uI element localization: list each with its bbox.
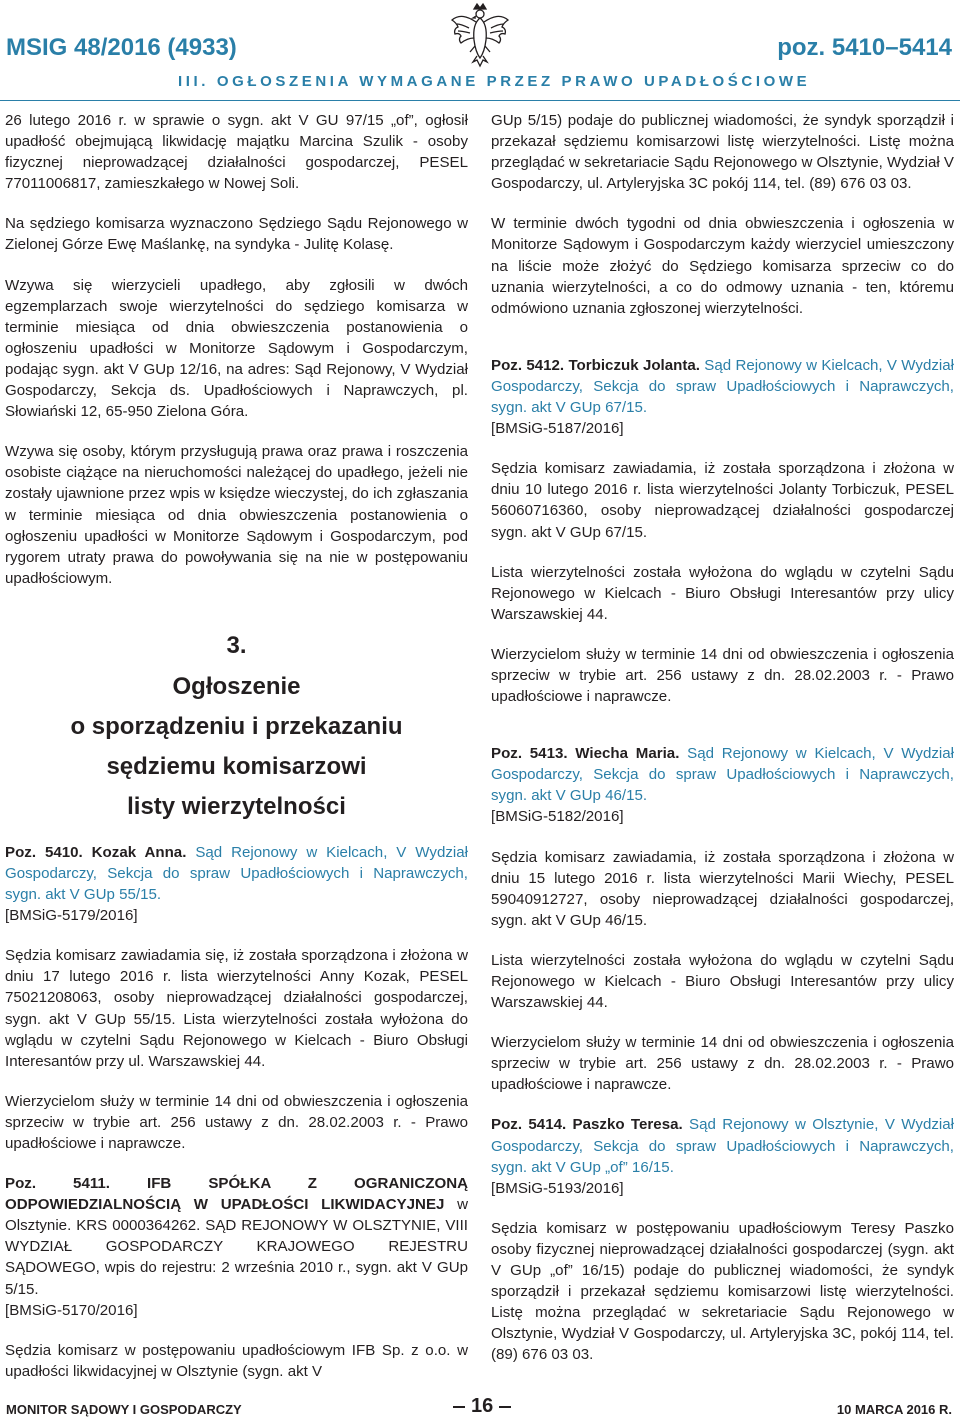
positions-range: poz. 5410–5414 [777,34,952,61]
section-heading [5,631,468,827]
notice-position: Poz. 5412. Torbiczuk Jolanta. [491,356,700,374]
court-name: w Olsztynie. KRS 0000364262. SĄD REJONOWY W OLSZTYNIE, VIII WYDZIAŁ GOSPODARCZY KRAJOWEGO REJESTRU SĄDOWEGO, wpis do rejestru: 2 września 2010 r., sygn. akt V GUp 5/15. [5,1196,468,1298]
paragraph: 26 lutego 2016 r. w sprawie o sygn. akt V GU 97/15 „of”, ogłosił upadłość obejmującą likwidację majątku Marcina Szulik - osoby fizycznej nieprowadzącej działalności gospodarczej, PESEL 77011006817, zamieszkałego w Nowej Soli. [5,112,468,193]
page-number-value: 16 [471,1395,494,1417]
publication-name: MONITOR SĄDOWY I GOSPODARCZY [6,1402,242,1417]
paragraph: Lista wierzytelności została wyłożona do wglądu w czytelni Sądu Rejonowego w Kielcach - Biuro Obsługi Interesantów przy ulicy Warszawskiej 44. [491,951,954,1012]
notice-5410 [5,842,468,926]
paragraph: Wierzycielom służy w terminie 14 dni od obwieszczenia i ogłoszenia sprzeciw w trybie art. 256 ustawy z dn. 28.02.2003 r. - Prawo upadłościowe i naprawcze. [5,1092,468,1152]
publication-date: 10 MARCA 2016 R. [836,1402,952,1417]
dash-right [499,1406,511,1408]
reference-number: [BMSiG-5182/2016] [491,808,624,826]
paragraph: Sędzia komisarz zawiadamia, iż została sporządzona i złożona w dniu 15 lutego 2016 r. lista wierzytelności Marii Wiechy, PESEL 59040912727, osoby nieprowadzącej działalności gospodarczej, sygn. akt V GUp 46/15. [491,848,954,929]
header-divider [0,100,960,101]
heading-line: listy wierzytelności [127,792,346,820]
left-column [5,110,468,1401]
paragraph: Sędzia komisarz zawiadamia się, iż została sporządzona i złożona w dniu 17 lutego 2016 r. lista wierzytelności Anny Kozak, PESEL 75021208063, osoby nieprowadzącej działalności gospodarczej, sygn. akt V GUp 55/15. Lista wierzytelności została wyłożona do wglądu w czytelni Sądu Rejonowego w Kielcach - Biuro Obsługi Interesantów przy ul. Warszawskiej 44. [5,947,468,1070]
dash-left [453,1406,465,1408]
court-name: Sąd Rejonowy w Kielcach, V Wydział Gospodarczy, Sekcja do spraw Upadłościowych i Naprawczych, sygn. akt V GUp 46/15. [491,745,954,805]
right-column [491,110,954,1385]
notice-position: Poz. 5411. IFB SPÓŁKA Z OGRANICZONĄ ODPOWIEDZIALNOŚCIĄ W UPADŁOŚCI LIKWIDACYJNEJ [5,1175,468,1214]
paragraph: Wzywa się osoby, którym przysługują prawa oraz prawa i roszczenia osobiste ciążące na nieruchomości należącej do upadłego, jeżeli nie zostały ujawnione przez wpis w księdze wieczystej, do ich zgłaszania w terminie miesiąca od dnia obwieszczenia postanowienia o ogłoszeniu upadłości w Monitorze Sądowym i Gospodarczym, pod rygorem utraty prawa do powoływania się na nie w postępowaniu upadłościowym. [5,443,468,587]
paragraph: W terminie dwóch tygodni od dnia obwieszczenia i ogłoszenia w Monitorze Sądowym i Gospodarczym każdy wierzyciel umieszczony na liście może złożyć do Sędziego komisarza sprzeciw co do uznania wierzytelności, a co do odmowy uznania - ten, któremu odmówiono uznania zgłoszonej wierzytelności. [491,215,954,317]
paragraph: Wzywa się wierzycieli upadłego, aby zgłosili w dwóch egzemplarzach swoje wierzytelności do sędziego komisarza w terminie miesiąca od dnia obwieszczenia postanowienia o ogłoszeniu upadłości w Monitorze Sądowym i Gospodarczym, podając sygn. akt V GUp 12/16, na adres: Sąd Rejonowy, V Wydział Gospodarczy, Sekcja ds. Upadłościowych i Naprawczych, pl. Słowiański 12, 65-950 Zielona Góra. [5,276,468,421]
court-name: Sąd Rejonowy w Olsztynie, V Wydział Gospodarczy, Sekcja do spraw Upadłościowych i Naprawczych, sygn. akt V GUp „of” 16/15. [491,1116,954,1176]
heading-line: o sporządzeniu i przekazaniu [70,712,403,740]
notice-5412 [491,355,954,439]
page-number [447,1395,513,1418]
section-title: III. OGŁOSZENIA WYMAGANE PRZEZ PRAWO UPADŁOŚCIOWE [178,73,811,90]
paragraph: Wierzycielom służy w terminie 14 dni od obwieszczenia i ogłoszenia sprzeciw w trybie art. 256 ustawy z dn. 28.02.2003 r. - Prawo upadłościowe i naprawcze. [491,645,954,706]
reference-number: [BMSiG-5179/2016] [5,907,138,925]
paragraph: GUp 5/15) podaje do publicznej wiadomości, że syndyk sporządził i przekazał sędziemu komisarzowi listę wierzytelności. Listę można przeglądać w sekretariacie Sądu Rejonowego w Olsztynie, Wydział V Gospodarczy, ul. Artyleryjska 3C pokój 114, tel. (89) 676 03 03. [491,112,954,193]
issue-number: MSIG 48/2016 (4933) [6,34,237,61]
notice-position: Poz. 5410. Kozak Anna. [5,843,187,861]
notice-position: Poz. 5414. Paszko Teresa. [491,1116,683,1134]
paragraph: Wierzycielom służy w terminie 14 dni od obwieszczenia i ogłoszenia sprzeciw w trybie art. 256 ustawy z dn. 28.02.2003 r. - Prawo upadłościowe i naprawcze. [491,1034,954,1094]
heading-line: sędziemu komisarzowi [106,752,367,780]
paragraph: Sędzia komisarz w postępowaniu upadłościowym Teresy Paszko osoby fizycznej nieprowadzącej działalności gospodarczej (sygn. akt V GUp „of” 16/15) podaje do publicznej wiadomości, że syndyk sporządził i przekazał sędziemu komisarzowi listę wierzytelności. Listę można przeglądać w sekretariacie Sądu Rejonowego w Olsztynie, Wydział V Gospodarczy, ul. Artyleryjska 3C, pokój 114, tel. (89) 676 03 03. [491,1219,954,1364]
reference-number: [BMSiG-5187/2016] [491,420,624,438]
paragraph: Lista wierzytelności została wyłożona do wglądu w czytelni Sądu Rejonowego w Kielcach - Biuro Obsługi Interesantów przy ulicy Warszawskiej 44. [491,563,954,623]
paragraph: Na sędziego komisarza wyznaczono Sędziego Sądu Rejonowego w Zielonej Górze Ewę Maślankę, na syndyka - Julitę Kolasę. [5,215,468,254]
polish-eagle-emblem [449,0,511,72]
court-name: Sąd Rejonowy w Kielcach, V Wydział Gospodarczy, Sekcja do spraw Upadłościowych i Naprawczych, sygn. akt V GUp 55/15. [5,843,469,904]
reference-number: [BMSiG-5193/2016] [491,1179,624,1197]
reference-number: [BMSiG-5170/2016] [5,1301,138,1319]
heading-line: Ogłoszenie [172,672,301,700]
paragraph: Sędzia komisarz w postępowaniu upadłościowym IFB Sp. z o.o. w upadłości likwidacyjnej w Olsztynie (sygn. akt V [5,1341,468,1380]
notice-5411 [5,1173,468,1321]
heading-number: 3. [226,631,247,659]
notice-position: Poz. 5413. Wiecha Maria. [491,745,680,763]
court-name: Sąd Rejonowy w Kielcach, V Wydział Gospodarczy, Sekcja do spraw Upadłościowych i Naprawczych, sygn. akt V GUp 67/15. [491,356,954,417]
paragraph: Sędzia komisarz zawiadamia, iż została sporządzona i złożona w dniu 10 lutego 2016 r. lista wierzytelności Jolanty Torbiczuk, PESEL 56060716360, osoby nieprowadzącej działalności gospodarczej sygn. akt V GUp 67/15. [491,460,954,541]
notice-5414 [491,1114,954,1198]
notice-5413 [491,743,954,827]
